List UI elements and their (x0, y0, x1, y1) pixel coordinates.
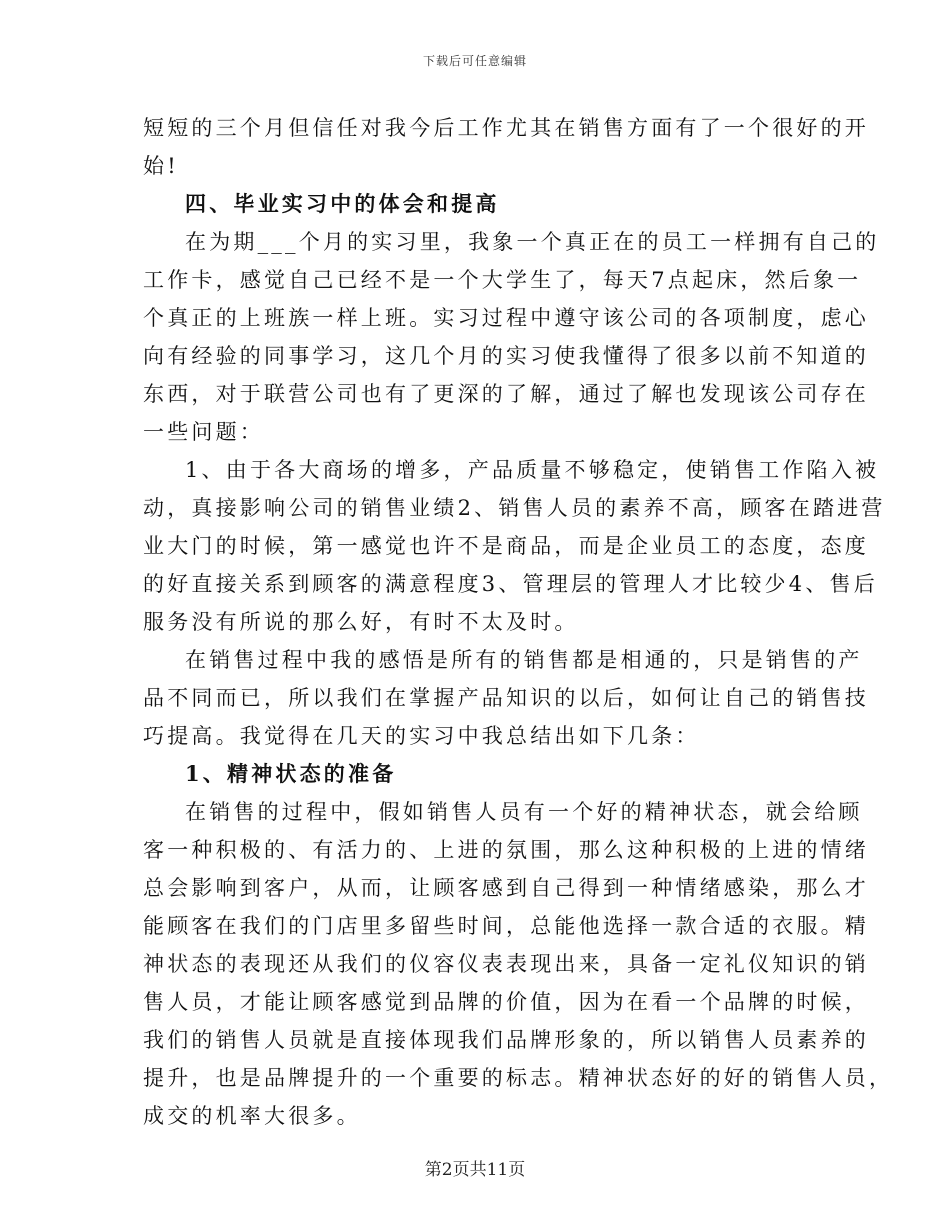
text-line: 1、由于各大商场的增多，产品质量不够稳定，使销售工作陷入被 (185, 458, 880, 482)
text-line: 东西，对于联营公司也有了更深的了解，通过了解也发现该公司存在 (143, 382, 869, 406)
page-header: 下载后可任意编辑 (422, 54, 527, 68)
text-line: 售人员，才能让顾客感觉到品牌的价值，因为在看一个品牌的时候， (143, 990, 869, 1014)
text-line: 始! (143, 154, 179, 178)
text-line: 成交的机率大很多。 (143, 1104, 361, 1128)
text-line: 在销售过程中我的感悟是所有的销售都是相通的，只是销售的产 (185, 648, 863, 672)
text-line: 能顾客在我们的门店里多留些时间，总能他选择一款合适的衣服。精 (143, 914, 869, 938)
page-footer: 第2页共11页 (424, 1160, 526, 1180)
text-line: 在销售的过程中，假如销售人员有一个好的精神状态，就会给顾 (185, 800, 863, 824)
text-line: 提升，也是品牌提升的一个重要的标志。精神状态好的好的销售人员， (143, 1066, 894, 1090)
text-line: 向有经验的同事学习，这几个月的实习使我懂得了很多以前不知道的 (143, 344, 869, 368)
section-heading: 四、毕业实习中的体会和提高 (185, 191, 500, 216)
text-line: 动，真接影响公司的销售业绩2、销售人员的素养不高，顾客在踏进营 (143, 496, 886, 520)
text-line: 客一种积极的、有活力的、上进的氛围，那么这种积极的上进的情绪 (143, 838, 869, 862)
text-line: 工作卡，感觉自己已经不是一个大学生了，每天7点起床，然后象一 (143, 268, 862, 292)
text-line: 服务没有所说的那么好，有时不太及时。 (143, 610, 579, 634)
text-line: 巧提高。我觉得在几天的实习中我总结出如下几条： (143, 724, 700, 748)
text-line: 业大门的时候，第一感觉也许不是商品，而是企业员工的态度，态度 (143, 534, 869, 558)
text-line: 一些问题： (143, 420, 264, 444)
text-line: 神状态的表现还从我们的仪容仪表表现出来，具备一定礼仪知识的销 (143, 952, 869, 976)
text-line: 个真正的上班族一样上班。实习过程中遵守该公司的各项制度，虑心 (143, 306, 869, 330)
text-line: 品不同而已，所以我们在掌握产品知识的以后，如何让自己的销售技 (143, 686, 869, 710)
text-line: 的好直接关系到顾客的满意程度3、管理层的管理人才比较少4、售后 (143, 572, 878, 596)
text-line: 在为期___个月的实习里，我象一个真正在的员工一样拥有自己的 (185, 230, 880, 254)
text-line: 总会影响到客户，从而，让顾客感到自己得到一种情绪感染，那么才 (143, 876, 869, 900)
text-line: 短短的三个月但信任对我今后工作尤其在销售方面有了一个很好的开 (143, 116, 869, 140)
subsection-heading: 1、精神状态的准备 (185, 761, 397, 786)
text-line: 我们的销售人员就是直接体现我们品牌形象的，所以销售人员素养的 (143, 1028, 869, 1052)
